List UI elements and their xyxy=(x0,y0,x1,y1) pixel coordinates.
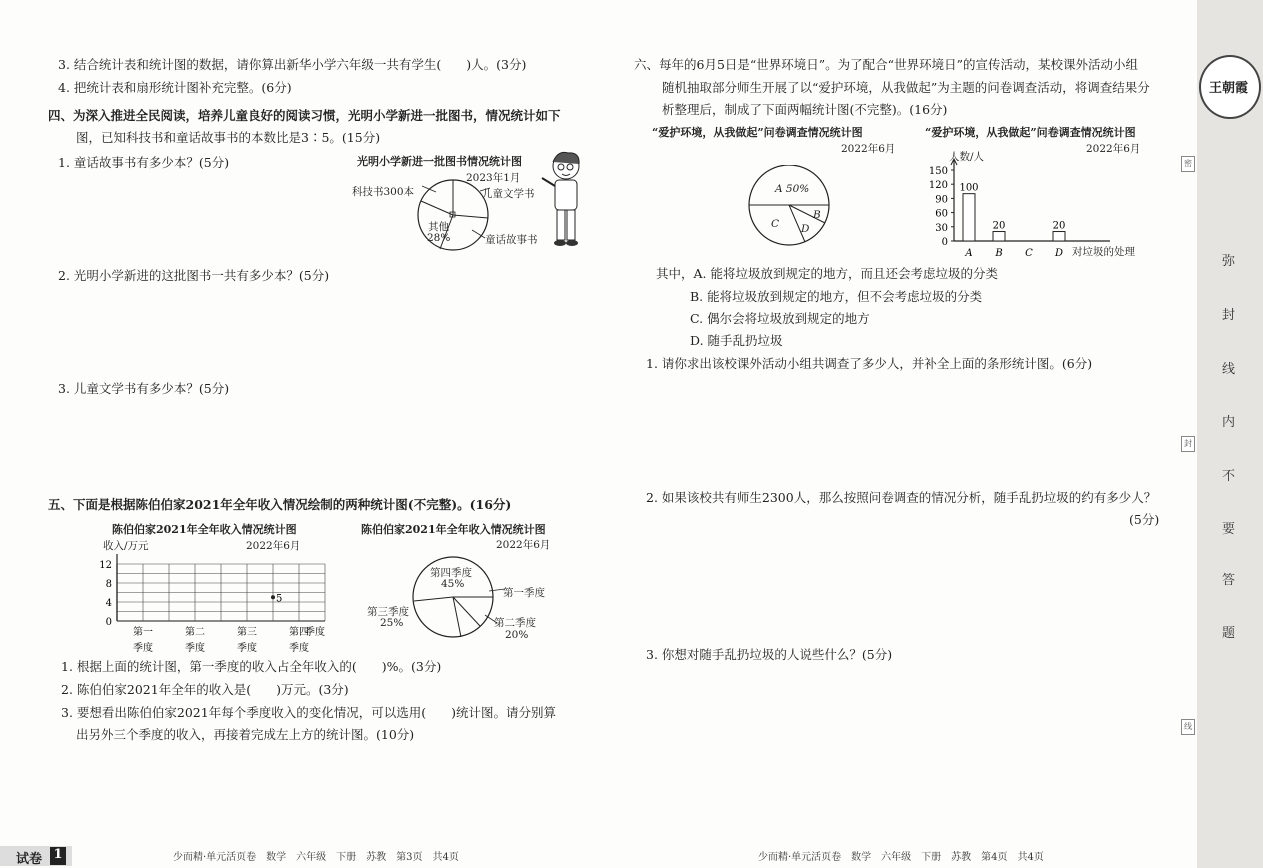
section6-q3: 3. 你想对随手乱扔垃圾的人说些什么？(5分) xyxy=(646,647,893,662)
data-label: 5 xyxy=(276,593,283,605)
env-bar-ylabel: 人数/人 xyxy=(949,151,985,163)
strip-char: 内 xyxy=(1222,415,1236,430)
x-tick-label: 季度 xyxy=(237,643,257,653)
left-q3-line: 3. 结合统计表和统计图的数据，请你算出新华小学六年级一共有学生( )人。(3分) xyxy=(58,57,527,72)
y-tick-label: 0 xyxy=(105,617,112,628)
x-tick-label: 第四 xyxy=(289,627,309,638)
y-tick-label: 150 xyxy=(928,166,948,177)
x-tick-label: 第二 xyxy=(185,627,205,638)
x-tick-label: 第三 xyxy=(237,627,257,638)
income-pie-q4-pct: 45% xyxy=(441,578,465,590)
strip-char: 封 xyxy=(1222,308,1236,323)
bar xyxy=(1053,232,1065,241)
income-pie-q1: 第一季度 xyxy=(503,587,545,599)
income-line-chart xyxy=(95,548,335,653)
option-d: D. 随手乱扔垃圾 xyxy=(690,333,783,348)
strip-char: 线 xyxy=(1222,362,1236,377)
footer-badge-number: 1 xyxy=(50,847,66,865)
seal-box-bottom: 线 xyxy=(1181,719,1195,735)
book-label-other-pct: 28% xyxy=(427,232,451,244)
right-footer: 少而精·单元活页卷 数学 六年级 下册 苏教 第4页 共4页 xyxy=(758,852,1044,863)
income-pie-divider xyxy=(453,597,480,626)
section5-q3-cont: 出另外三个季度的收入，再接着完成左上方的统计图。(10分) xyxy=(76,727,415,742)
data-point xyxy=(271,595,275,599)
publisher-logo xyxy=(1199,55,1261,119)
publisher-logo-text: 王朝霞 xyxy=(1209,81,1249,96)
y-tick-label: 12 xyxy=(99,560,112,571)
section5-title: 五、下面是根据陈伯伯家2021年全年收入情况绘制的两种统计图(不完整)。(16分) xyxy=(48,497,512,512)
bar-value-label: 100 xyxy=(959,182,979,194)
env-pie-title: “爱护环境，从我做起”问卷调查情况统计图 xyxy=(652,126,863,139)
x-tick-label: D xyxy=(1054,248,1064,259)
x-tick-label: 第一 xyxy=(133,627,153,638)
option-b: B. 能将垃圾放到规定的地方，但不会考虑垃圾的分类 xyxy=(690,289,983,304)
line-chart-title: 陈伯伯家2021年全年收入情况统计图 xyxy=(112,523,297,536)
income-pie-q2-pct: 20% xyxy=(505,629,529,641)
env-bar-title: “爱护环境，从我做起”问卷调查情况统计图 xyxy=(925,126,1136,139)
line-chart-ylabel: 收入/万元 xyxy=(103,540,149,552)
book-pie-divider xyxy=(453,215,488,218)
bar xyxy=(993,232,1005,241)
footer-badge xyxy=(0,846,72,866)
cartoon-boy-illustration xyxy=(538,150,588,248)
section5-q1: 1. 根据上面的统计图，第一季度的收入占全年收入的( )%。(3分) xyxy=(61,659,442,674)
y-tick-label: 60 xyxy=(935,208,948,220)
strip-char: 题 xyxy=(1222,626,1236,641)
income-pie-divider xyxy=(453,597,461,637)
option-a: 其中，A. 能将垃圾放到规定的地方，而且还会考虑垃圾的分类 xyxy=(656,266,998,281)
y-tick-label: 30 xyxy=(935,222,948,234)
bar-value-label: 20 xyxy=(992,220,1006,232)
seal-box-top: 密 xyxy=(1181,156,1195,172)
section6-line3: 析整理后，制成了下面两幅统计图(不完整)。(16分) xyxy=(662,102,948,117)
seal-box-mid: 封 xyxy=(1181,436,1195,452)
env-bar-xlabel: 对垃圾的处理 xyxy=(1072,246,1135,258)
strip-char: 不 xyxy=(1222,469,1236,484)
strip-char: 弥 xyxy=(1222,254,1236,269)
env-pie-label-c: C xyxy=(771,218,780,230)
x-tick-label: B xyxy=(995,248,1003,259)
env-pie-date: 2022年6月 xyxy=(841,143,896,155)
section4-q1: 1. 童话故事书有多少本？(5分) xyxy=(58,155,230,170)
income-pie-q3-pct: 25% xyxy=(380,617,404,629)
x-tick-label: A xyxy=(965,248,973,259)
leader-line xyxy=(422,186,436,192)
section6-q2: 2. 如果该校共有师生2300人，那么按照问卷调查的情况分析，随手乱扔垃圾的约有多少人？ xyxy=(646,490,1157,505)
section6-line1: 六、每年的6月5日是“世界环境日”。为了配合“世界环境日”的宣传活动，某校课外活动小组 xyxy=(634,57,1138,72)
bar-value-label: 20 xyxy=(1052,220,1066,232)
book-chart-date: 2023年1月 xyxy=(466,172,521,184)
section6-line2: 随机抽取部分师生开展了以“爱护环境，从我做起”为主题的问卷调查活动，将调查结果分 xyxy=(662,80,1150,95)
section6-q1: 1. 请你求出该校课外活动小组共调查了多少人，并补全上面的条形统计图。(6分) xyxy=(646,356,1093,371)
x-tick-label: C xyxy=(1025,248,1033,259)
x-tick-label: 季度 xyxy=(305,627,325,638)
income-pie-title: 陈伯伯家2021年全年收入情况统计图 xyxy=(361,523,546,536)
section4-q3: 3. 儿童文学书有多少本？(5分) xyxy=(58,381,230,396)
book-label-fairy: 童话故事书 xyxy=(485,234,538,246)
strip-char: 要 xyxy=(1222,522,1236,537)
book-label-science: 科技书300本 xyxy=(352,186,415,198)
y-tick-label: 90 xyxy=(935,194,948,206)
strip-char: 答 xyxy=(1222,573,1236,588)
left-footer: 少而精·单元活页卷 数学 六年级 下册 苏教 第3页 共4页 xyxy=(173,852,459,863)
bar xyxy=(963,194,975,241)
income-pie-q4: 第四季度 xyxy=(430,567,472,579)
left-q4-line: 4. 把统计表和扇形统计图补充完整。(6分) xyxy=(58,80,292,95)
income-pie-date: 2022年6月 xyxy=(496,539,551,551)
y-tick-label: 0 xyxy=(941,237,948,248)
book-label-other: 其他 xyxy=(428,221,449,233)
section5-q3: 3. 要想看出陈伯伯家2021年每个季度收入的变化情况，可以选用( )统计图。请分别算 xyxy=(61,705,556,720)
y-tick-label: 8 xyxy=(105,579,112,590)
section4-q2: 2. 光明小学新进的这批图书一共有多少本？(5分) xyxy=(58,268,330,283)
seal-line-strip xyxy=(1197,0,1263,868)
book-pie-divider xyxy=(421,201,453,215)
env-pie-label-b: B xyxy=(813,209,821,221)
section4-title: 四、为深入推进全民阅读，培养儿童良好的阅读习惯，光明小学新进一批图书，情况统计如下 xyxy=(48,108,561,123)
y-tick-label: 120 xyxy=(928,180,948,192)
x-tick-label: 季度 xyxy=(185,643,205,653)
section4-title-2: 图，已知科技书和童话故事书的本数比是3∶5。(15分) xyxy=(76,130,381,145)
y-tick-label: 4 xyxy=(105,598,112,609)
x-tick-label: 季度 xyxy=(133,643,153,653)
env-bar-date: 2022年6月 xyxy=(1086,143,1141,155)
env-pie-label-d: D xyxy=(801,223,810,235)
section5-q2: 2. 陈伯伯家2021年全年的收入是( )万元。(3分) xyxy=(61,682,349,697)
env-pie-label-a: A 50% xyxy=(775,183,810,195)
book-label-children: 儿童文学书 xyxy=(482,188,535,200)
footer-badge-label: 试卷 xyxy=(16,852,43,867)
line-chart-date: 2022年6月 xyxy=(246,540,301,552)
x-tick-label: 季度 xyxy=(289,643,309,653)
env-pie-chart xyxy=(745,165,835,247)
option-c: C. 偶尔会将垃圾放到规定的地方 xyxy=(690,311,870,326)
income-pie-divider xyxy=(414,597,453,601)
income-pie-q2: 第二季度 xyxy=(494,617,536,629)
section6-q2-score: (5分) xyxy=(1129,512,1160,527)
income-pie-q3: 第三季度 xyxy=(367,606,409,618)
book-chart-title: 光明小学新进一批图书情况统计图 xyxy=(357,155,522,168)
